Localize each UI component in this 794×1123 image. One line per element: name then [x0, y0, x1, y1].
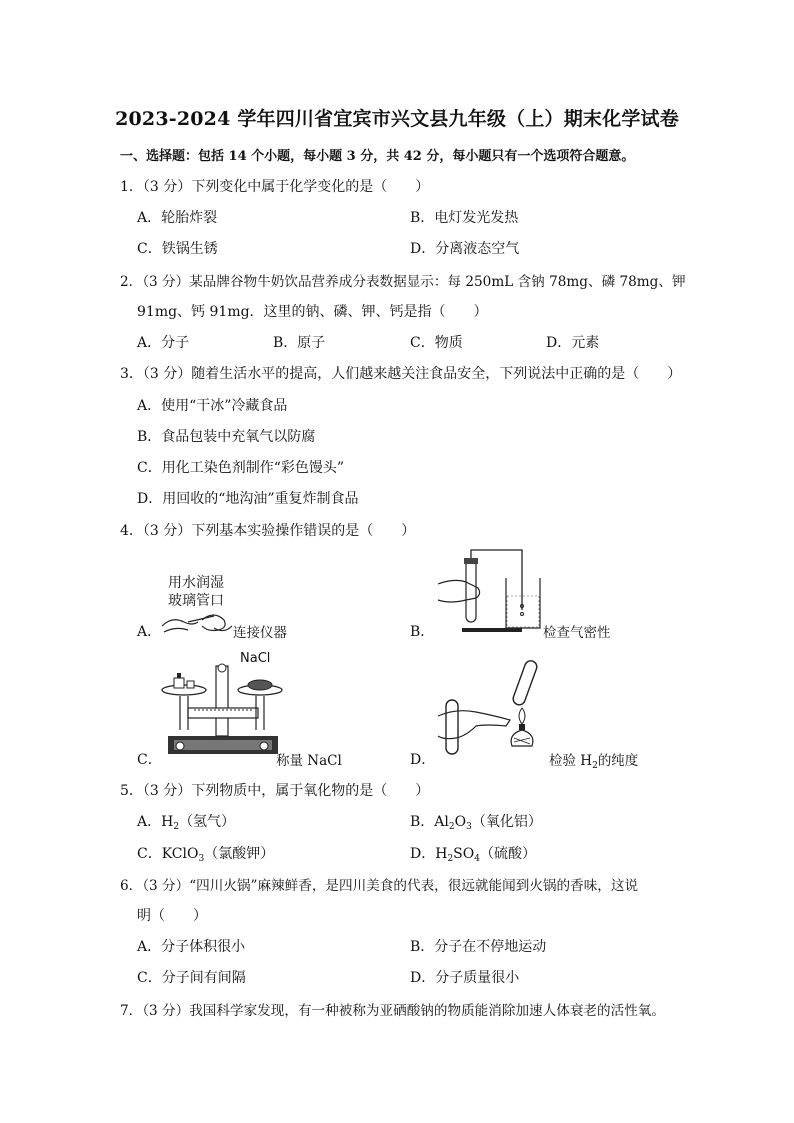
question-4-a-note-line1: 用水润湿: [168, 575, 224, 591]
question-2-option-a: A．分子: [137, 335, 190, 351]
question-4-option-b-label: 检查气密性: [543, 625, 611, 641]
question-5-option-b: B．$Al_2O_3$（氧化铝）: [410, 814, 542, 832]
page-title: 2023-2024 学年四川省宜宾市兴文县九年级（上）期末化学试卷: [115, 108, 679, 130]
question-1-option-c: C．铁锅生锈: [137, 241, 218, 257]
question-4-c-note: NaCl: [240, 651, 271, 666]
question-6-option-c: C．分子间有间隔: [137, 970, 246, 986]
question-5-option-d: D．$H_2SO_4$（硫酸）: [410, 846, 536, 864]
airtightness-check-illustration: [436, 548, 546, 634]
question-3-option-c: C．用化工染色剂制作“彩色馒头”: [137, 460, 345, 476]
connect-apparatus-illustration: [158, 606, 238, 636]
question-6-option-d: D．分子质量很小: [410, 970, 520, 986]
question-4-option-d-prefix: D．: [410, 752, 436, 768]
question-4-option-b-prefix: B．: [410, 624, 435, 640]
question-2-stem-line2: 91mg、钙 91mg．这里的钠、磷、钾、钙是指（ ）: [137, 304, 488, 320]
question-5-option-a: A．$H_2$（氢气）: [137, 814, 236, 832]
question-6-option-a: A．分子体积很小: [137, 939, 246, 955]
question-6-stem-line1: 6．（3 分）“四川火锅”麻辣鲜香，是四川美食的代表，很远就能闻到火锅的香味，这说: [120, 878, 639, 894]
question-4-option-a-label: 连接仪器: [233, 625, 287, 641]
question-1-stem: 1．（3 分）下列变化中属于化学变化的是（ ）: [120, 179, 430, 195]
question-6-stem-line2: 明（ ）: [137, 908, 207, 924]
question-7-stem: 7．（3 分）我国科学家发现，有一种被称为亚硒酸钠的物质能消除加速人体衰老的活性氧。: [120, 1003, 665, 1019]
question-5-option-c: C．KClO$_3$（氯酸钾）: [137, 846, 275, 864]
question-2-option-c: C．物质: [410, 335, 463, 351]
question-2-option-d: D．元素: [546, 335, 600, 351]
question-3-option-b: B．食品包装中充氧气以防腐: [137, 429, 316, 445]
question-1-option-a: A．轮胎炸裂: [137, 210, 218, 226]
question-6-option-b: B．分子在不停地运动: [410, 939, 547, 955]
question-4-option-d-label: 检验 $H_2$的纯度: [549, 753, 639, 771]
question-3-option-d: D．用回收的“地沟油”重复炸制食品: [137, 491, 359, 507]
question-2-stem-line1: 2．（3 分）某品牌谷物牛奶饮品营养成分表数据显示：每 250mL 含钠 78mg、磷 78mg、钾: [120, 274, 686, 290]
question-4-option-a-prefix: A．: [137, 624, 162, 640]
question-3-stem: 3．（3 分）随着生活水平的提高，人们越来越关注食品安全，下列说法中正确的是（ ）: [120, 366, 682, 382]
question-1-option-b: B．电灯发光发热: [410, 210, 519, 226]
question-4-option-c-prefix: C．: [137, 752, 162, 768]
question-4-a-note-line2: 玻璃管口: [168, 593, 224, 609]
question-3-option-a: A．使用“干冰”冷藏食品: [137, 398, 288, 414]
question-4-option-c-label: 称量 NaCl: [276, 753, 342, 769]
question-4-stem: 4．（3 分）下列基本实验操作错误的是（ ）: [120, 523, 416, 539]
question-2-option-b: B．原子: [273, 335, 326, 351]
question-1-option-d: D．分离液态空气: [410, 241, 520, 257]
balance-scale-illustration: [160, 660, 285, 760]
section-heading: 一、选择题：包括 14 个小题，每小题 3 分，共 42 分，每小题只有一个选项符合题意。: [120, 149, 635, 164]
hydrogen-purity-test-illustration: [436, 660, 548, 760]
question-5-stem: 5．（3 分）下列物质中，属于氧化物的是（ ）: [120, 783, 430, 799]
